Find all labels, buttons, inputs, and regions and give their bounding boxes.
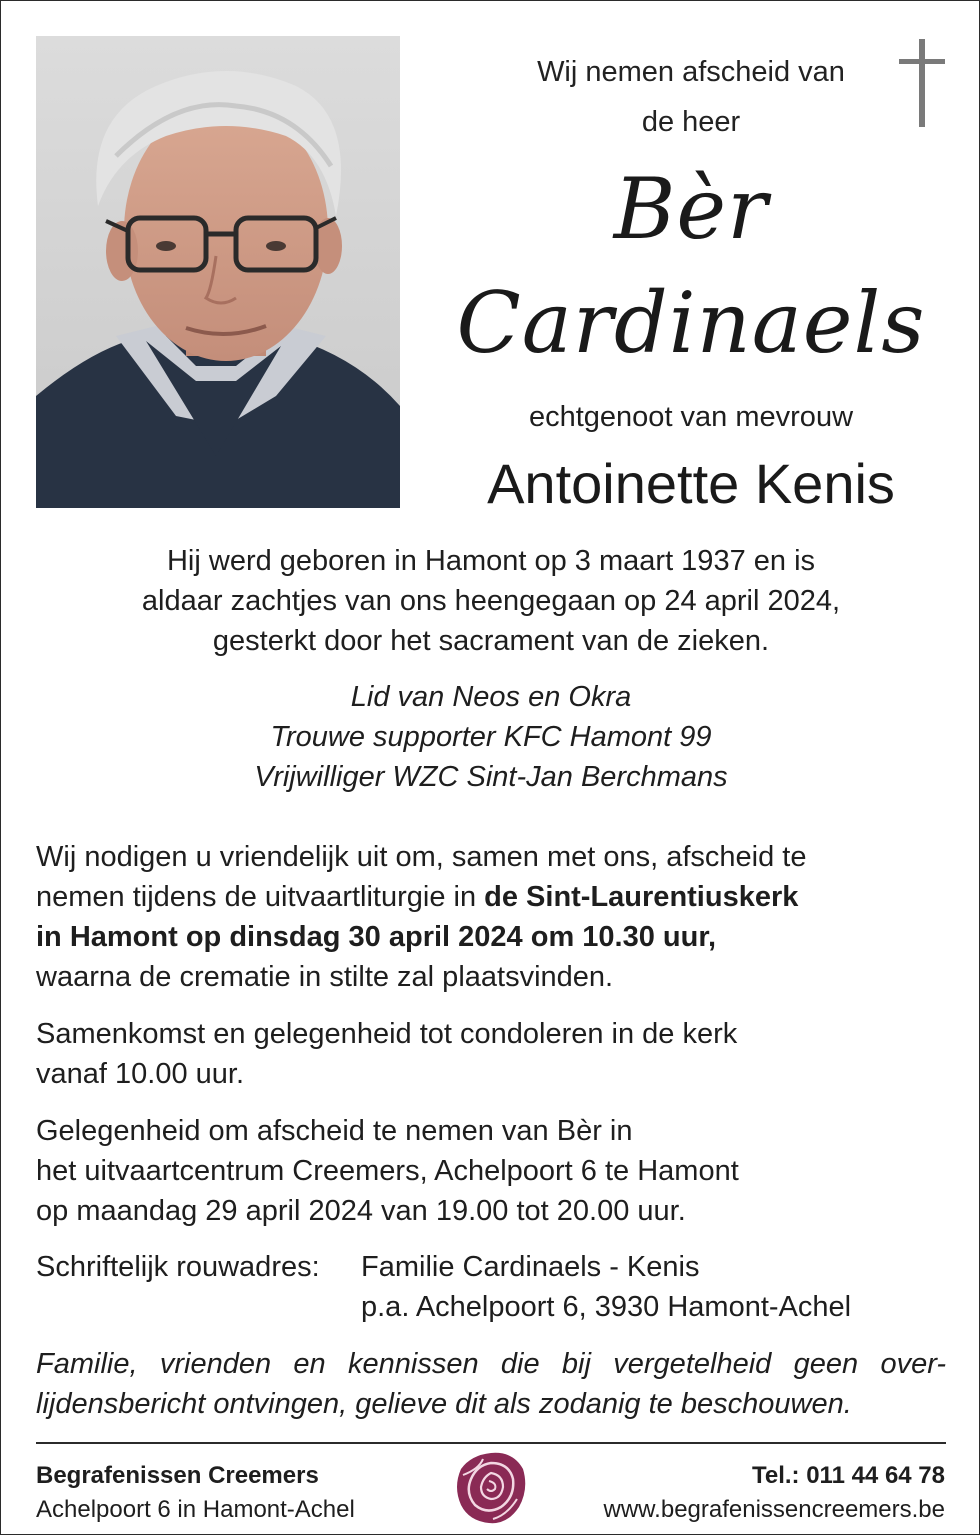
viewing-line-1: Gelegenheid om afscheid te nemen van Bèr in	[36, 1115, 633, 1147]
birth-line-2: aldaar zachtjes van ons heengegaan op 24 april 2024,	[141, 585, 841, 617]
memberships-list	[61, 677, 921, 797]
notice-line-2: lijdensbericht ontvingen, gelieve dit als zodanig te beschouwen.	[36, 1388, 852, 1420]
gathering-paragraph	[36, 1014, 946, 1094]
birth-line-3: gesterkt door het sacrament van de zieken.	[212, 625, 770, 657]
membership-item: Vrijwilliger WZC Sint-Jan Berchmans	[254, 761, 728, 793]
notice-paragraph	[36, 1344, 946, 1424]
footer-contact-info	[604, 1459, 946, 1527]
address-label: Schriftelijk rouwadres:	[36, 1251, 320, 1283]
invitation-line-3	[36, 917, 946, 957]
invitation-line-4: waarna de crematie in stilte zal plaatsvinden.	[36, 961, 614, 993]
membership-item: Lid van Neos en Okra	[350, 681, 632, 713]
spouse-prefix: echtgenoot van mevrouw	[528, 401, 854, 433]
footer-company-info	[36, 1459, 355, 1527]
company-address: Achelpoort 6 in Hamont-Achel	[36, 1496, 355, 1523]
intro-line-1: Wij nemen afscheid van	[537, 56, 845, 88]
birth-death-text	[61, 541, 921, 661]
church-name: de Sint-Laurentiuskerk	[484, 881, 799, 913]
mourning-address	[36, 1247, 946, 1327]
intro-text	[471, 47, 911, 147]
invitation-line-2-text: nemen tijdens de uitvaartliturgie in	[36, 881, 485, 913]
rose-logo-icon	[453, 1449, 529, 1527]
birth-line-1: Hij werd geboren in Hamont op 3 maart 1937 en is	[166, 545, 816, 577]
spouse-name: Antoinette Kenis	[487, 452, 895, 515]
notice-line-1: Familie, vrienden en kennissen die bij vergetelheid geen over-	[36, 1348, 946, 1380]
footer-divider	[36, 1442, 946, 1444]
invitation-paragraph	[36, 837, 946, 997]
ceremony-datetime: in Hamont op dinsdag 30 april 2024 om 10.30 uur,	[36, 921, 717, 953]
gathering-line-1: Samenkomst en gelegenheid tot condoleren in de kerk	[36, 1018, 738, 1050]
address-row	[36, 1247, 946, 1287]
deceased-first-name: Bèr	[613, 160, 769, 258]
company-website[interactable]: www.begrafenissencreemers.be	[603, 1496, 945, 1523]
address-street: p.a. Achelpoort 6, 3930 Hamont-Achel	[361, 1291, 852, 1323]
address-family-name: Familie Cardinaels - Kenis	[361, 1251, 700, 1283]
viewing-line-3: op maandag 29 april 2024 van 19.00 tot 20.00 uur.	[36, 1195, 686, 1227]
viewing-line-2: het uitvaartcentrum Creemers, Achelpoort 6 te Hamont	[36, 1155, 739, 1187]
gathering-line-2: vanaf 10.00 uur.	[36, 1058, 244, 1090]
invitation-line-1: Wij nodigen u vriendelijk uit om, samen met ons, afscheid te	[36, 841, 807, 873]
deceased-last-name: Cardinaels	[456, 274, 926, 372]
company-phone: Tel.: 011 44 64 78	[751, 1462, 945, 1489]
viewing-paragraph	[36, 1111, 946, 1231]
portrait-photo	[36, 36, 400, 508]
membership-item: Trouwe supporter KFC Hamont 99	[270, 721, 712, 753]
portrait-illustration	[36, 36, 400, 508]
intro-line-2: de heer	[641, 106, 741, 138]
invitation-line-2	[36, 877, 946, 917]
company-name: Begrafenissen Creemers	[36, 1462, 319, 1489]
